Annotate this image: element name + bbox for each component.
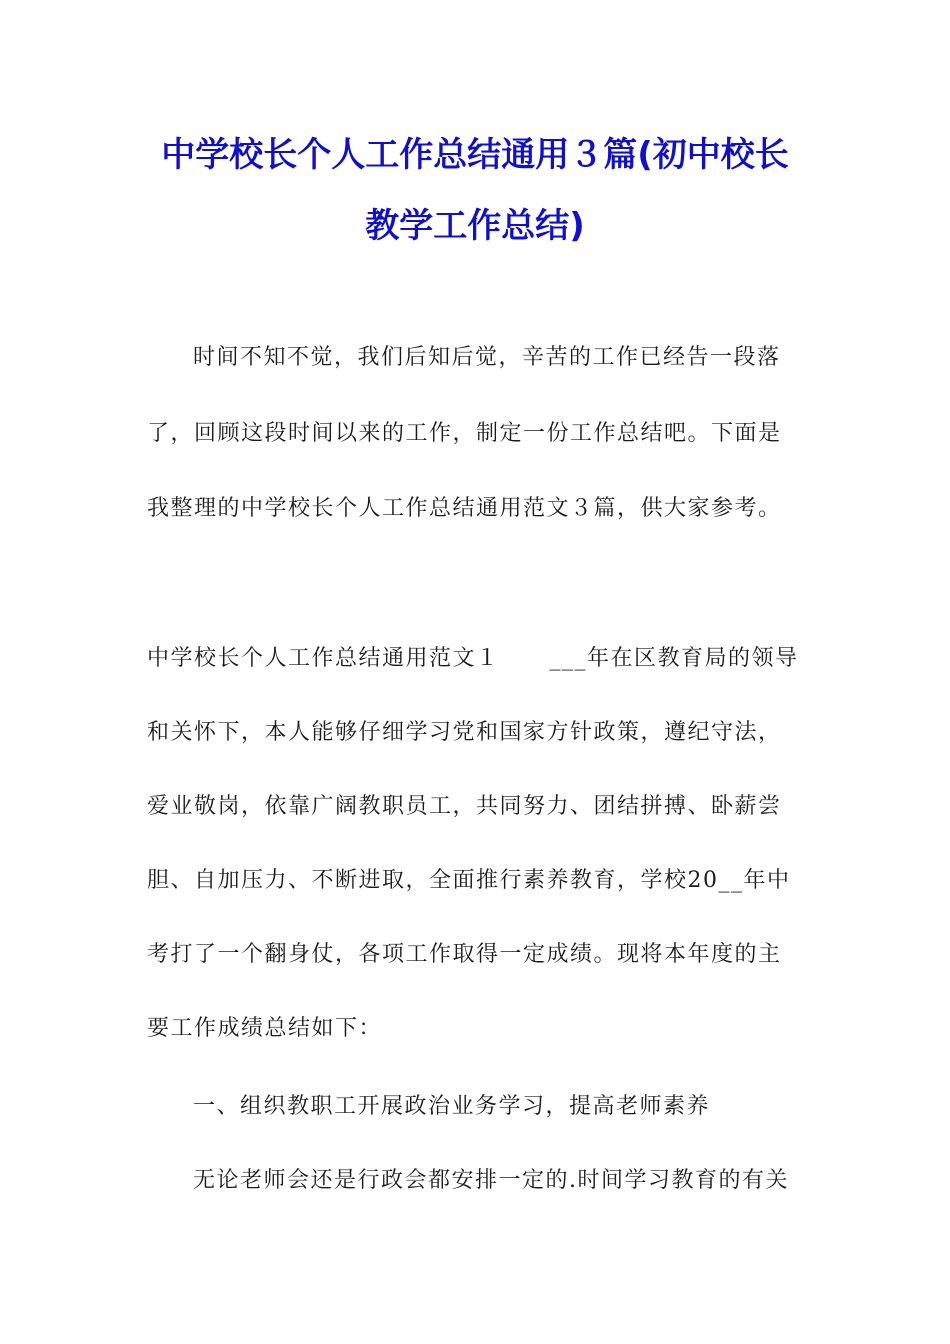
intro-line-3: 我整理的中学校长个人工作总结通用范文３篇，供大家参考。 <box>147 496 782 521</box>
section-1-heading: 中学校长个人工作总结通用范文１ <box>147 646 500 671</box>
document-title-line-2: 教学工作总结) <box>365 206 585 246</box>
section-1-line-3: 爱业敬岗，依靠广阔教职员工，共同努力、团结拼搏、卧薪尝 <box>147 794 782 819</box>
intro-line-2: 了，回顾这段时间以来的工作，制定一份工作总结吧。下面是 <box>147 421 782 446</box>
section-1-first-line-text: ___年在区教育局的领导 <box>549 646 799 671</box>
document-title-line-1: 中学校长个人工作总结通用３篇(初中校长 <box>161 135 789 175</box>
intro-line-1: 时间不知不觉，我们后知后觉，辛苦的工作已经告一段落 <box>193 345 781 370</box>
section-1-line-4: 胆、自加压力、不断进取，全面推行素养教育，学校20__年中 <box>147 868 791 893</box>
section-1-line-6: 要工作成绩总结如下： <box>147 1016 383 1041</box>
section-1-first-line <box>147 644 807 674</box>
section-1-last-line: 无论老师会还是行政会都安排一定的.时间学习教育的有关 <box>193 1168 789 1193</box>
section-1-line-2: 和关怀下，本人能够仔细学习党和国家方针政策，遵纪守法， <box>147 720 782 745</box>
section-1-line-5: 考打了一个翻身仗，各项工作取得一定成绩。现将本年度的主 <box>147 942 782 967</box>
section-1-subheading: 一、组织教职工开展政治业务学习，提高老师素养 <box>193 1094 711 1119</box>
